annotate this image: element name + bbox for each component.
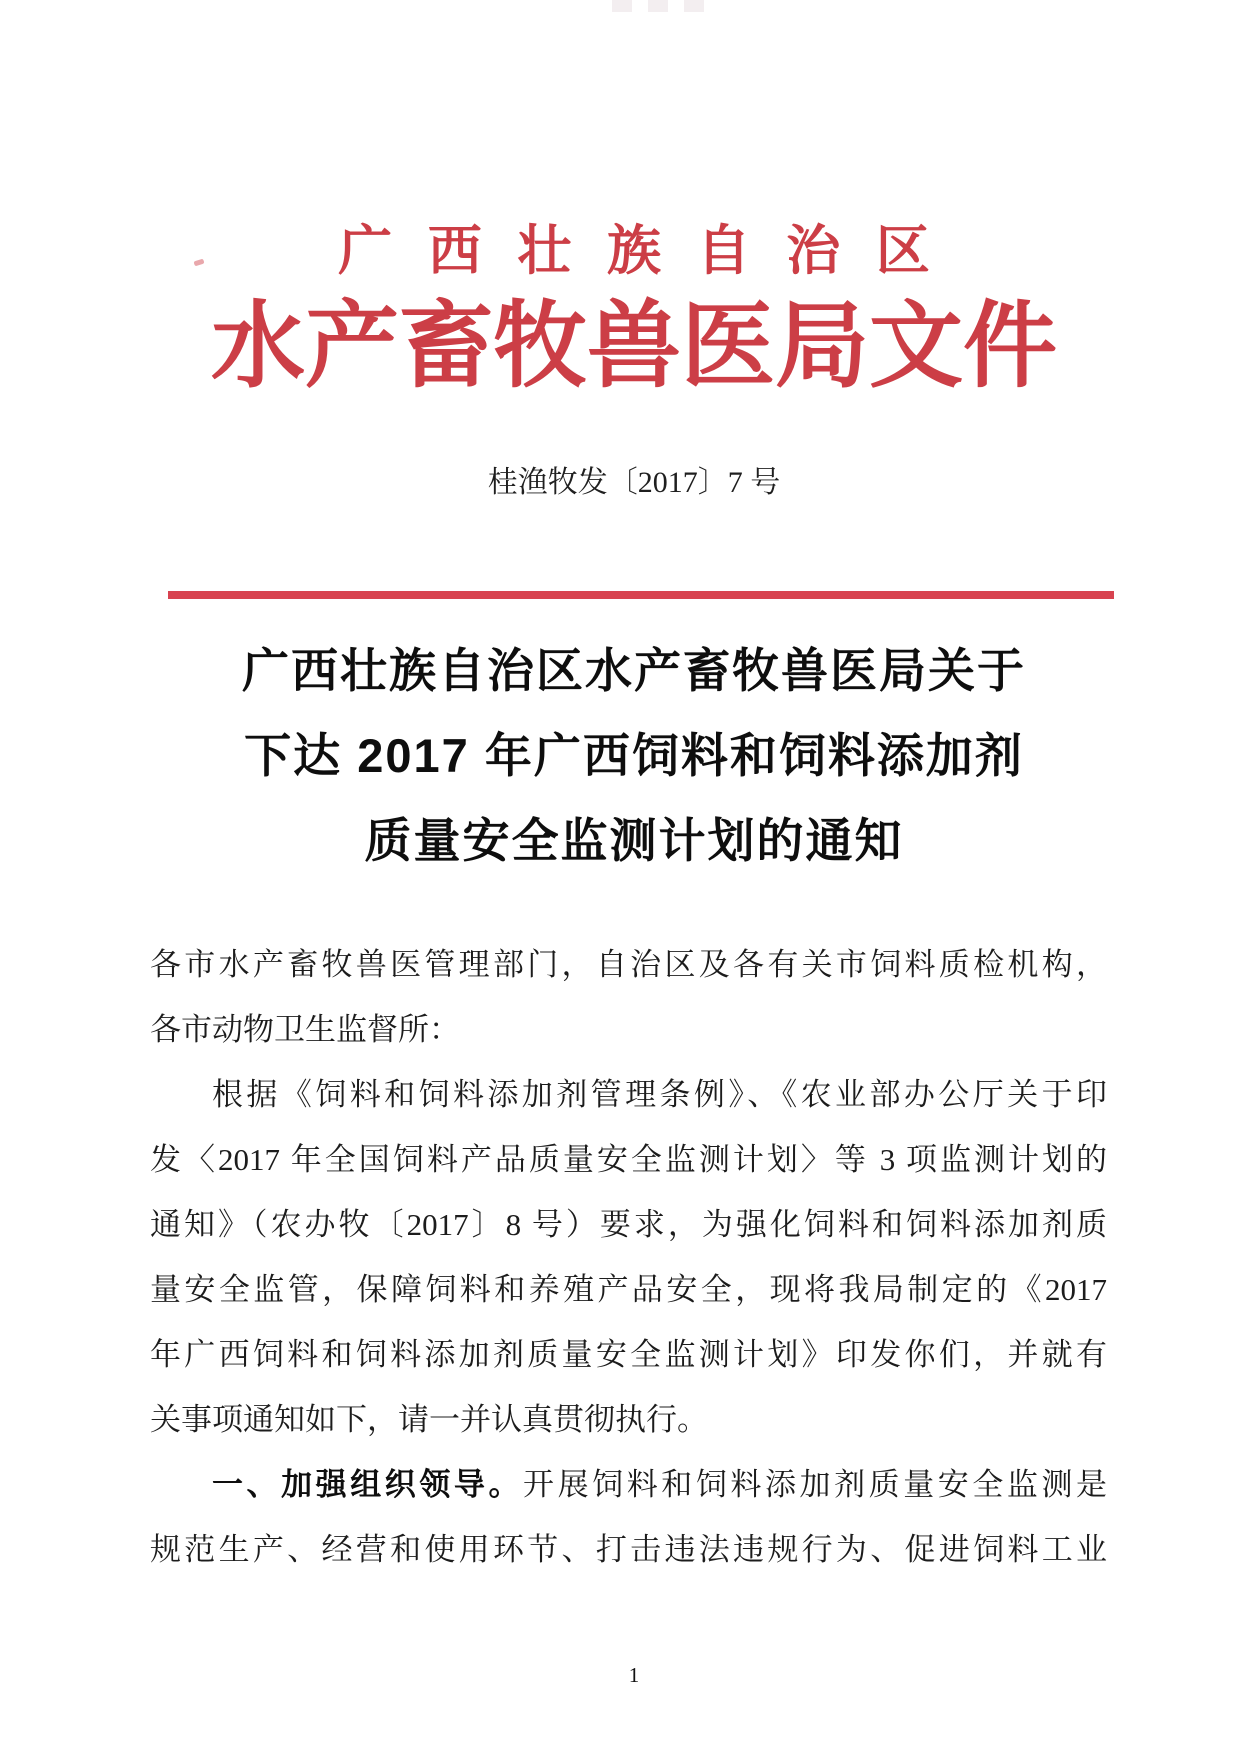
paragraph-line: 根据《饲料和饲料添加剂管理条例》、《农业部办公厅关于印 <box>212 1077 1107 1112</box>
salutation-line: 各市水产畜牧兽医管理部门，自治区及各有关市饲料质检机构， <box>150 947 1107 982</box>
letterhead-region-text: 广西壮族自治区 <box>338 221 966 281</box>
paragraph-line: 发〈2017 年全国饲料产品质量安全监测计划〉等 3 项监测计划的 <box>150 1142 1107 1177</box>
paragraph-line: 量安全监管，保障饲料和养殖产品安全，现将我局制定的《2017 <box>150 1272 1107 1307</box>
section-heading-line <box>150 1452 1107 1517</box>
salutation-line: 各市动物卫生监督所： <box>150 1012 460 1047</box>
document-title-line-1: 广西壮族自治区水产畜牧兽医局关于 <box>242 644 1026 697</box>
paragraph-line: 关事项通知如下，请一并认真贯彻执行。 <box>150 1402 708 1437</box>
scan-artifacts <box>612 0 704 12</box>
paragraph-line: 年广西饲料和饲料添加剂质量安全监测计划》印发你们，并就有 <box>150 1337 1107 1372</box>
page-number: 1 <box>628 1663 640 1687</box>
document-title <box>155 628 1113 883</box>
letterhead-organization: 水产畜牧兽医局文件 <box>210 295 1057 399</box>
scan-artifact <box>684 0 704 12</box>
scan-artifact <box>648 0 668 12</box>
letterhead-region-line <box>155 216 1113 286</box>
document-title-line-2: 下达 2017 年广西饲料和饲料添加剂 <box>244 729 1024 782</box>
section-heading: 一、加强组织领导。 <box>212 1467 524 1502</box>
paragraph-line: 规范生产、经营和使用环节、打击违法违规行为、促进饲料工业 <box>150 1532 1107 1567</box>
scan-artifact <box>612 0 632 12</box>
document-number: 桂渔牧发〔2017〕7 号 <box>487 466 781 499</box>
document-body <box>150 932 1107 1582</box>
paragraph-line: 通知》（农办牧〔2017〕8 号）要求，为强化饲料和饲料添加剂质 <box>150 1207 1107 1242</box>
document-title-line-3: 质量安全监测计划的通知 <box>364 814 904 867</box>
section-text: 开展饲料和饲料添加剂质量安全监测是 <box>523 1467 1108 1502</box>
letterhead-divider-rule <box>168 591 1114 599</box>
